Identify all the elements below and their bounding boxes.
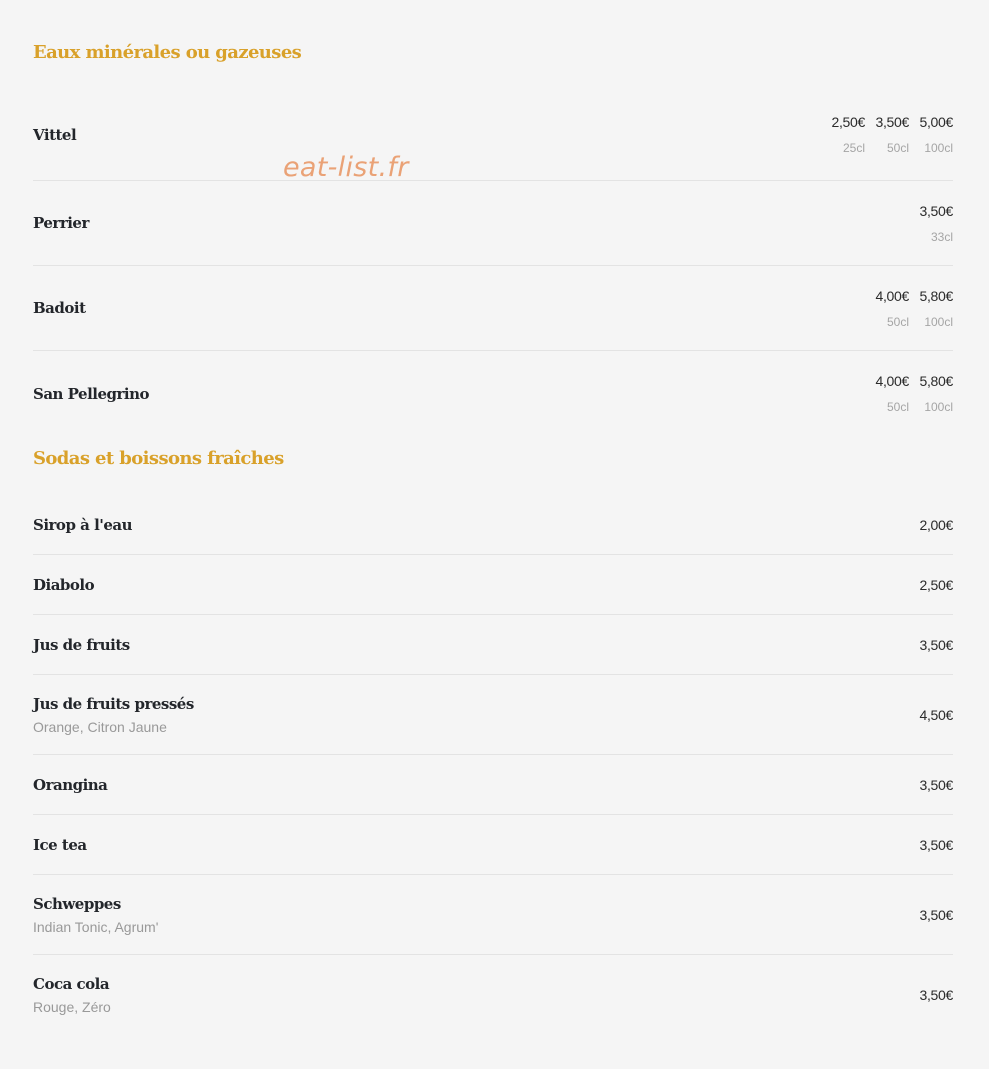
price-volume: 25cl bbox=[842, 141, 865, 155]
price-option bbox=[873, 371, 909, 416]
price-volume: 100cl bbox=[924, 314, 953, 329]
section-title-waters: Eaux minérales ou gazeuses bbox=[33, 42, 302, 63]
drinks-menu bbox=[33, 0, 953, 1035]
price-volume: 50cl bbox=[886, 314, 909, 329]
item-description: Indian Tonic, Agrum' bbox=[33, 918, 159, 935]
price-value: 2,50€ bbox=[919, 576, 953, 593]
menu-item-ice-tea bbox=[33, 815, 953, 875]
price-value: 3,50€ bbox=[919, 836, 953, 853]
price-option bbox=[917, 112, 953, 157]
menu-item-perrier bbox=[33, 181, 953, 266]
price-value: 2,50€ bbox=[831, 114, 865, 130]
price-volume: 100cl bbox=[924, 400, 953, 414]
price-option bbox=[917, 201, 953, 246]
price-option bbox=[917, 371, 953, 416]
item-name: Perrier bbox=[33, 214, 89, 232]
price-option bbox=[829, 112, 865, 157]
item-name: Badoit bbox=[33, 299, 86, 317]
price-value: 3,50€ bbox=[919, 636, 953, 653]
price-group bbox=[917, 201, 953, 246]
price-value: 3,50€ bbox=[919, 776, 953, 793]
menu-item-diabolo bbox=[33, 555, 953, 615]
menu-item-badoit bbox=[33, 266, 953, 351]
price-value: 3,50€ bbox=[919, 987, 953, 1003]
item-name: San Pellegrino bbox=[33, 384, 150, 403]
price-volume: 50cl bbox=[886, 400, 909, 414]
sodas-list bbox=[33, 495, 953, 1035]
price-value: 4,00€ bbox=[875, 287, 909, 304]
price-volume: 33cl bbox=[930, 229, 953, 244]
item-name: Sirop à l'eau bbox=[33, 515, 133, 534]
price-group bbox=[829, 112, 953, 157]
menu-item-jus-de-fruits bbox=[33, 615, 953, 675]
item-name: Jus de fruits bbox=[33, 635, 130, 654]
price-option bbox=[873, 286, 909, 331]
menu-item-vittel bbox=[33, 89, 953, 181]
price-value: 5,80€ bbox=[919, 373, 953, 389]
menu-item-sirop bbox=[33, 495, 953, 555]
price-value: 3,50€ bbox=[919, 906, 953, 923]
menu-item-orangina bbox=[33, 755, 953, 815]
price-option bbox=[917, 286, 953, 331]
section-title-sodas: Sodas et boissons fraîches bbox=[33, 448, 284, 469]
watermark-text: eat-list.fr bbox=[283, 152, 409, 183]
price-value: 5,00€ bbox=[919, 114, 953, 130]
price-volume: 50cl bbox=[886, 141, 909, 155]
item-description: Orange, Citron Jaune bbox=[33, 718, 167, 735]
item-name: Diabolo bbox=[33, 575, 95, 594]
item-name: Ice tea bbox=[33, 835, 87, 854]
price-group bbox=[873, 371, 953, 416]
menu-item-jus-presses bbox=[33, 675, 953, 755]
price-group bbox=[873, 286, 953, 331]
price-option bbox=[873, 112, 909, 157]
price-value: 2,00€ bbox=[919, 516, 953, 533]
item-name: Jus de fruits pressés bbox=[33, 694, 194, 713]
menu-item-coca-cola bbox=[33, 955, 953, 1035]
item-name: Schweppes bbox=[33, 894, 121, 913]
item-description: Rouge, Zéro bbox=[33, 999, 111, 1015]
price-value: 5,80€ bbox=[919, 287, 953, 304]
price-volume: 100cl bbox=[924, 141, 953, 155]
menu-item-schweppes bbox=[33, 875, 953, 955]
price-value: 3,50€ bbox=[919, 202, 953, 219]
menu-item-san-pellegrino bbox=[33, 351, 953, 436]
section-sodas bbox=[33, 436, 953, 1035]
item-name: Coca cola bbox=[33, 975, 110, 993]
waters-list bbox=[33, 89, 953, 436]
item-name: Orangina bbox=[33, 775, 108, 794]
item-name: Vittel bbox=[33, 125, 77, 144]
section-waters bbox=[33, 0, 953, 436]
price-value: 3,50€ bbox=[875, 114, 909, 130]
price-value: 4,00€ bbox=[875, 373, 909, 389]
price-value: 4,50€ bbox=[919, 706, 953, 723]
